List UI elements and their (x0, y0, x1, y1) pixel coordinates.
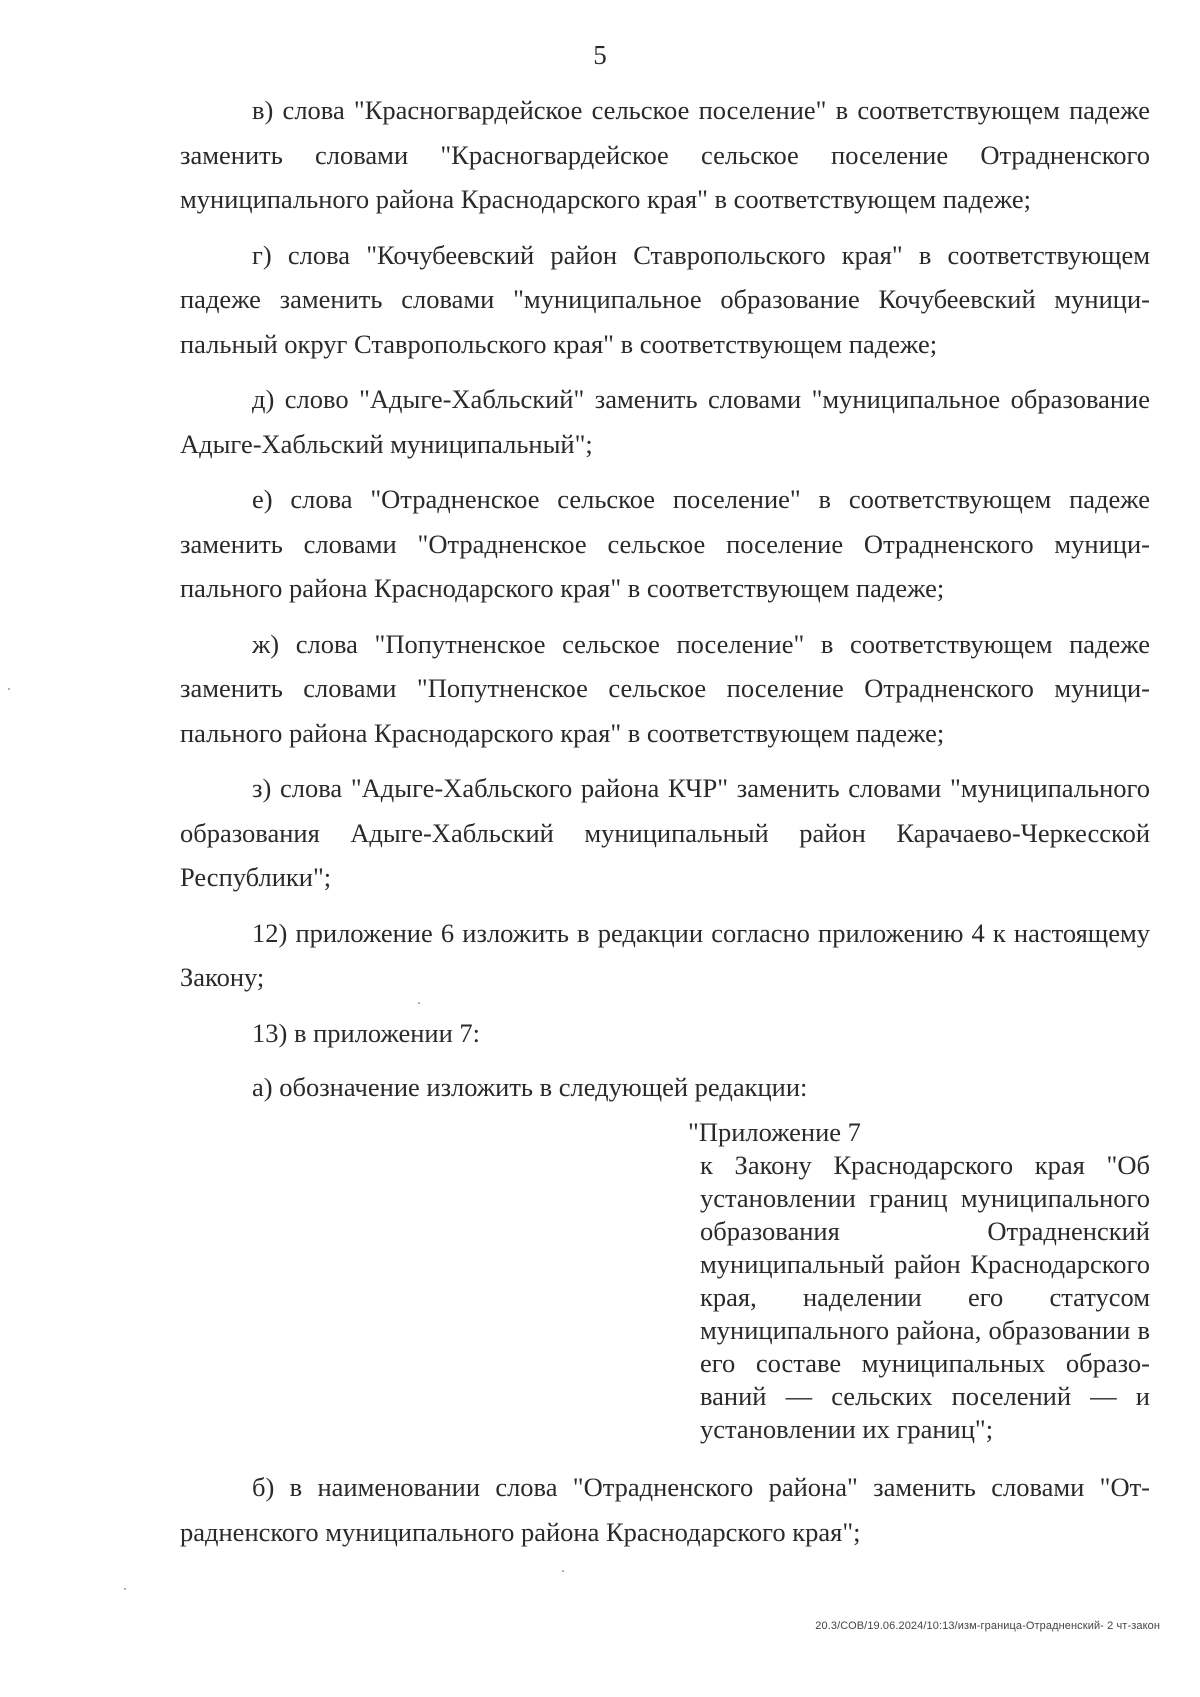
scan-speck (418, 1002, 420, 1004)
page-number: 5 (593, 40, 607, 70)
paragraph-zh: ж) слова "Попутненское сельское поселение" в соответствующем падеже заменить словами "Попутненское сельское поселение Отрадненского муниципального района Краснодарского края" в соответствующем падеже; (180, 628, 1150, 748)
paragraph-e: е) слова "Отрадненское сельское поселение" в соответствующем падеже заменить словами "Отрадненское сельское поселение Отрадненского муниципального района Краснодарского края" в соответствующем падеже; (180, 484, 1150, 603)
paragraph-d: д) слово "Адыге-Хабльский" заменить словами "муниципальное образование Адыге-Хабльский муниципальный"; (180, 384, 1150, 459)
paragraph-b: б) в наименовании слова "Отрадненского района" заменить словами "Отрадненского муниципального района Краснодарского края"; (180, 1472, 1150, 1547)
appendix-designation-block (688, 1116, 1150, 1446)
scan-speck (8, 688, 10, 690)
paragraph-a: а) обозначение изложить в следующей редакции: (252, 1072, 808, 1102)
paragraph-v: в) слова "Красногвардейское сельское поселение" в соответствующем падеже заменить словами "Красногвардейское сельское поселение Отрадненского муниципального района Краснодарского края" в соответствующем падеже; (180, 95, 1150, 214)
document-body (180, 88, 1150, 1120)
paragraph-g: г) слова "Кочубеевский район Ставропольского края" в соответствующем падеже заменить словами "муниципальное образование Кочубеевский муниципальный округ Ставропольского края" в соответствующем падеже; (180, 239, 1150, 359)
appendix-heading: "Приложение 7 (688, 1117, 861, 1147)
document-footer-code: 20.3/СОВ/19.06.2024/10:13/изм-граница-Отрадненский- 2 чт-закон (815, 1620, 1160, 1632)
closing-body (180, 1465, 1150, 1565)
scan-speck (124, 1588, 126, 1590)
appendix-text: к Закону Краснодарского края "Об установлении границ муниципального образования Отрадненский муниципальный район Краснодарского края, наделении его статусом муниципального района, образовании в его составе муниципальных образований — сельских поселений — и установлении их границ"; (700, 1150, 1150, 1444)
paragraph-12: 12) приложение 6 изложить в редакции согласно приложению 4 к настоящему Закону; (180, 917, 1150, 992)
paragraph-13: 13) в приложении 7: (252, 1017, 481, 1048)
scan-speck (562, 1570, 564, 1572)
paragraph-z: з) слова "Адыге-Хабльского района КЧР" заменить словами "муниципального образования Адыге-Хабльский муниципальный район Карачаево-Черкесской Республики"; (180, 773, 1150, 892)
